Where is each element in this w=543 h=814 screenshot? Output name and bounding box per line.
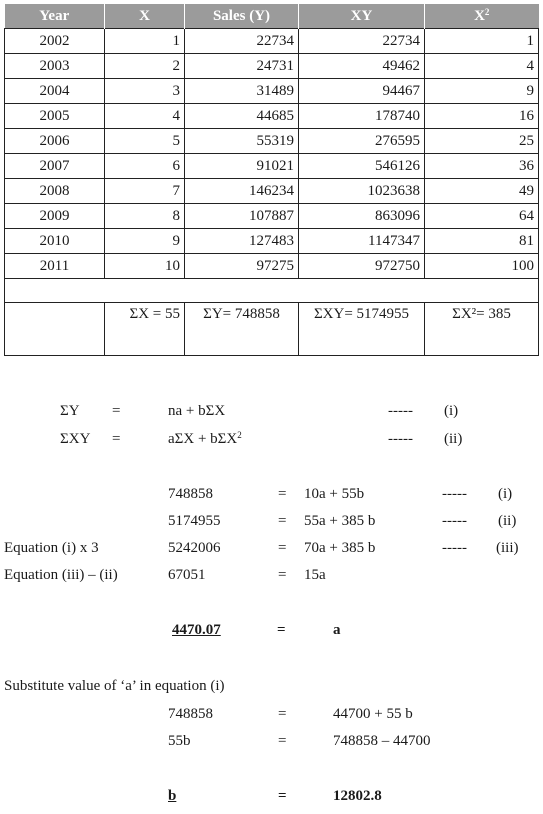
sum-row [5, 303, 539, 356]
eq1-lhs: ΣY [60, 403, 80, 419]
cell-year: 2011 [5, 254, 105, 279]
sum-y: ΣY= 748858 [185, 303, 299, 356]
cell-year: 2006 [5, 129, 105, 154]
cell-sales: 44685 [185, 104, 299, 129]
cell-year: 2008 [5, 179, 105, 204]
header-sales: Sales (Y) [185, 4, 299, 29]
step2-equals: = [278, 513, 287, 529]
cell-year: 2005 [5, 104, 105, 129]
header-x-squared: $X^2$ [425, 4, 539, 29]
table-row [5, 54, 539, 79]
cell-x: 8 [105, 204, 185, 229]
sub1-lhs: 748858 [168, 706, 213, 722]
cell-x: 6 [105, 154, 185, 179]
result-b [168, 787, 397, 805]
sum-xy: ΣXY= 5174955 [299, 303, 425, 356]
step1-lhs: 748858 [168, 486, 213, 502]
cell-x-squared: 81 [425, 229, 539, 254]
cell-x-squared: 49 [425, 179, 539, 204]
step1-equals: = [278, 486, 287, 502]
table-row [5, 29, 539, 54]
header-year: Year [5, 4, 105, 29]
cell-x-squared: 9 [425, 79, 539, 104]
result-b-lhs: b [168, 788, 177, 804]
step4-label: Equation (iii) – (ii) [4, 567, 118, 583]
cell-year: 2009 [5, 204, 105, 229]
cell-sales: 22734 [185, 29, 299, 54]
cell-xy: 863096 [299, 204, 425, 229]
eq2-rhs: aΣX + bΣX$^2$ [168, 430, 242, 447]
table-row [5, 104, 539, 129]
cell-xy: 276595 [299, 129, 425, 154]
step3-dash: ----- [442, 540, 467, 556]
table-row [5, 154, 539, 179]
eq2-equals: = [112, 431, 121, 447]
table-header-row [5, 4, 539, 29]
cell-x-squared: 16 [425, 104, 539, 129]
table-row [5, 129, 539, 154]
step2-ref: (ii) [498, 513, 517, 529]
eq1-dash: ----- [388, 403, 413, 419]
cell-sales: 146234 [185, 179, 299, 204]
table-row [5, 204, 539, 229]
step1-rhs: 10a + 55b [304, 486, 365, 502]
cell-year: 2002 [5, 29, 105, 54]
cell-xy: 972750 [299, 254, 425, 279]
step4-rhs: 15a [304, 567, 326, 583]
cell-xy: 94467 [299, 79, 425, 104]
substitute-text: Substitute value of ‘a’ in equation (i) [4, 678, 225, 694]
table-row [5, 79, 539, 104]
cell-year: 2004 [5, 79, 105, 104]
cell-year: 2007 [5, 154, 105, 179]
cell-x: 5 [105, 129, 185, 154]
sub2-equals: = [278, 733, 287, 749]
cell-x-squared: 1 [425, 29, 539, 54]
eq1-ref: (i) [444, 403, 459, 419]
step2-rhs: 55a + 385 b [304, 513, 376, 529]
sub2-rhs: 748858 – 44700 [333, 733, 431, 749]
result-a-rhs: a [333, 622, 341, 638]
cell-xy: 1023638 [299, 179, 425, 204]
cell-sales: 55319 [185, 129, 299, 154]
cell-x: 9 [105, 229, 185, 254]
table-row [5, 179, 539, 204]
sub1-equals: = [278, 706, 287, 722]
cell-x-squared: 25 [425, 129, 539, 154]
sum-year [5, 303, 105, 356]
eq1-equals: = [112, 403, 121, 419]
cell-sales: 127483 [185, 229, 299, 254]
cell-x: 10 [105, 254, 185, 279]
eq1-rhs: na + bΣX [168, 403, 226, 419]
cell-xy: 49462 [299, 54, 425, 79]
step1-ref: (i) [498, 486, 513, 502]
cell-x: 4 [105, 104, 185, 129]
sum-x: ΣX = 55 [105, 303, 185, 356]
header-xy: XY [299, 4, 425, 29]
cell-xy: 22734 [299, 29, 425, 54]
cell-sales: 31489 [185, 79, 299, 104]
step2-lhs: 5174955 [168, 513, 221, 529]
table-row [5, 254, 539, 279]
eq2-lhs: ΣXY [60, 431, 91, 447]
cell-year: 2010 [5, 229, 105, 254]
cell-x-squared: 100 [425, 254, 539, 279]
step2-dash: ----- [442, 513, 467, 529]
step4-equals: = [278, 567, 287, 583]
cell-sales: 24731 [185, 54, 299, 79]
step3-label: Equation (i) x 3 [4, 540, 99, 556]
result-b-equals: = [278, 788, 287, 804]
cell-x: 2 [105, 54, 185, 79]
cell-x-squared: 36 [425, 154, 539, 179]
cell-xy: 1147347 [299, 229, 425, 254]
blank-row [5, 279, 539, 303]
cell-sales: 97275 [185, 254, 299, 279]
step1-dash: ----- [442, 486, 467, 502]
sub2-lhs: 55b [168, 733, 191, 749]
sum-x-squared: ΣX²= 385 [425, 303, 539, 356]
table-row [5, 229, 539, 254]
cell-x-squared: 4 [425, 54, 539, 79]
cell-x: 7 [105, 179, 185, 204]
result-b-rhs: 12802.8 [333, 788, 382, 804]
cell-xy: 178740 [299, 104, 425, 129]
result-a-lhs: 4470.07 [172, 622, 221, 638]
step3-ref: (iii) [496, 540, 519, 556]
cell-xy: 546126 [299, 154, 425, 179]
step3-equals: = [278, 540, 287, 556]
eq2-dash: ----- [388, 431, 413, 447]
step3-lhs: 5242006 [168, 540, 221, 556]
cell-x-squared: 64 [425, 204, 539, 229]
sub1-rhs: 44700 + 55 b [333, 706, 413, 722]
cell-sales: 91021 [185, 154, 299, 179]
sales-table [4, 4, 539, 356]
cell-x: 3 [105, 79, 185, 104]
header-x: X [105, 4, 185, 29]
step3-rhs: 70a + 385 b [304, 540, 376, 556]
result-a-equals: = [277, 622, 286, 638]
cell-sales: 107887 [185, 204, 299, 229]
cell-x: 1 [105, 29, 185, 54]
step4-lhs: 67051 [168, 567, 206, 583]
cell-year: 2003 [5, 54, 105, 79]
eq2-ref: (ii) [444, 431, 463, 447]
result-a [172, 621, 344, 639]
